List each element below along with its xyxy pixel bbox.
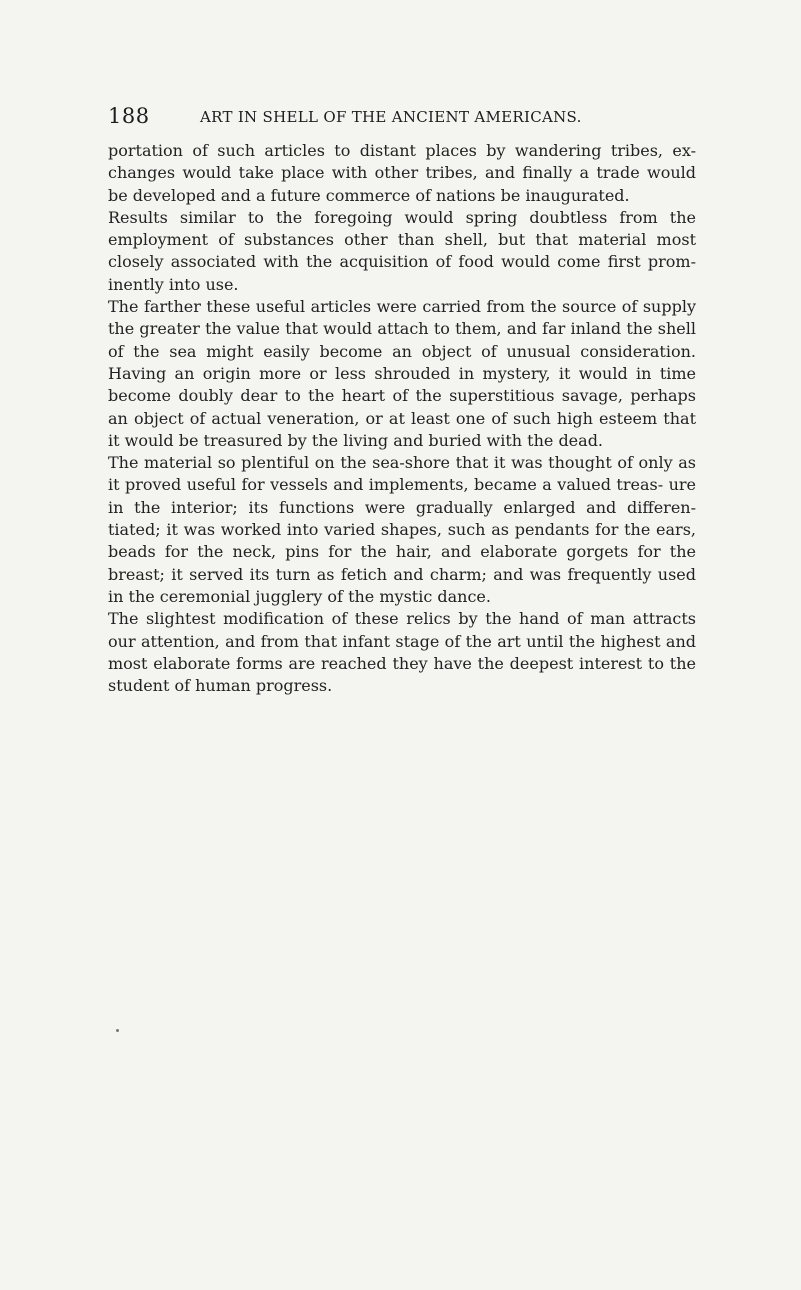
paragraph-4: The material so plentiful on the sea-shore that it was thought of only as it proved useful for vessels and implements, became a valued treas- ure in the interior; its functions were gradually enlarged and differen- tiated; it was worked into varied shapes, such as pendants for the ears, beads for the neck, pins for the hair, and elaborate gorgets for the breast; it served its turn as fetich and charm; and was frequently used in the ceremonial jugglery of the mystic dance.: [108, 453, 696, 606]
paragraph-3: The farther these useful articles were carried from the source of supply the greater the value that would attach to them, and far inland the shell of the sea might easily become an object of unusual consideration. Having an origin more or less shrouded in mystery, it would in time become doubly dear to the heart of the superstitious savage, perhaps an object of actual veneration, or at least one of such high esteem that it would be treasured by the living and buried with the dead.: [108, 297, 696, 450]
page-number: 188: [108, 104, 150, 128]
page-header: [108, 104, 696, 130]
running-head: ART IN SHELL OF THE ANCIENT AMERICANS.: [200, 108, 582, 126]
paragraph-2: Results similar to the foregoing would spring doubtless from the employment of substances other than shell, but that material most closely associated with the acquisition of food would come first prom- inently into use.: [108, 207, 696, 294]
paper-speck: [116, 1029, 119, 1032]
body-text: [108, 140, 696, 697]
paragraph-5: The slightest modification of these relics by the hand of man attracts our attention, and from that infant stage of the art until the highest and most elaborate forms are reached they have the deepest interest to the student of human progress.: [108, 609, 696, 696]
paragraph-1: portation of such articles to distant places by wandering tribes, ex- changes would take place with other tribes, and finally a trade would be developed and a future commerce of nations be inaugurated.: [108, 141, 696, 205]
